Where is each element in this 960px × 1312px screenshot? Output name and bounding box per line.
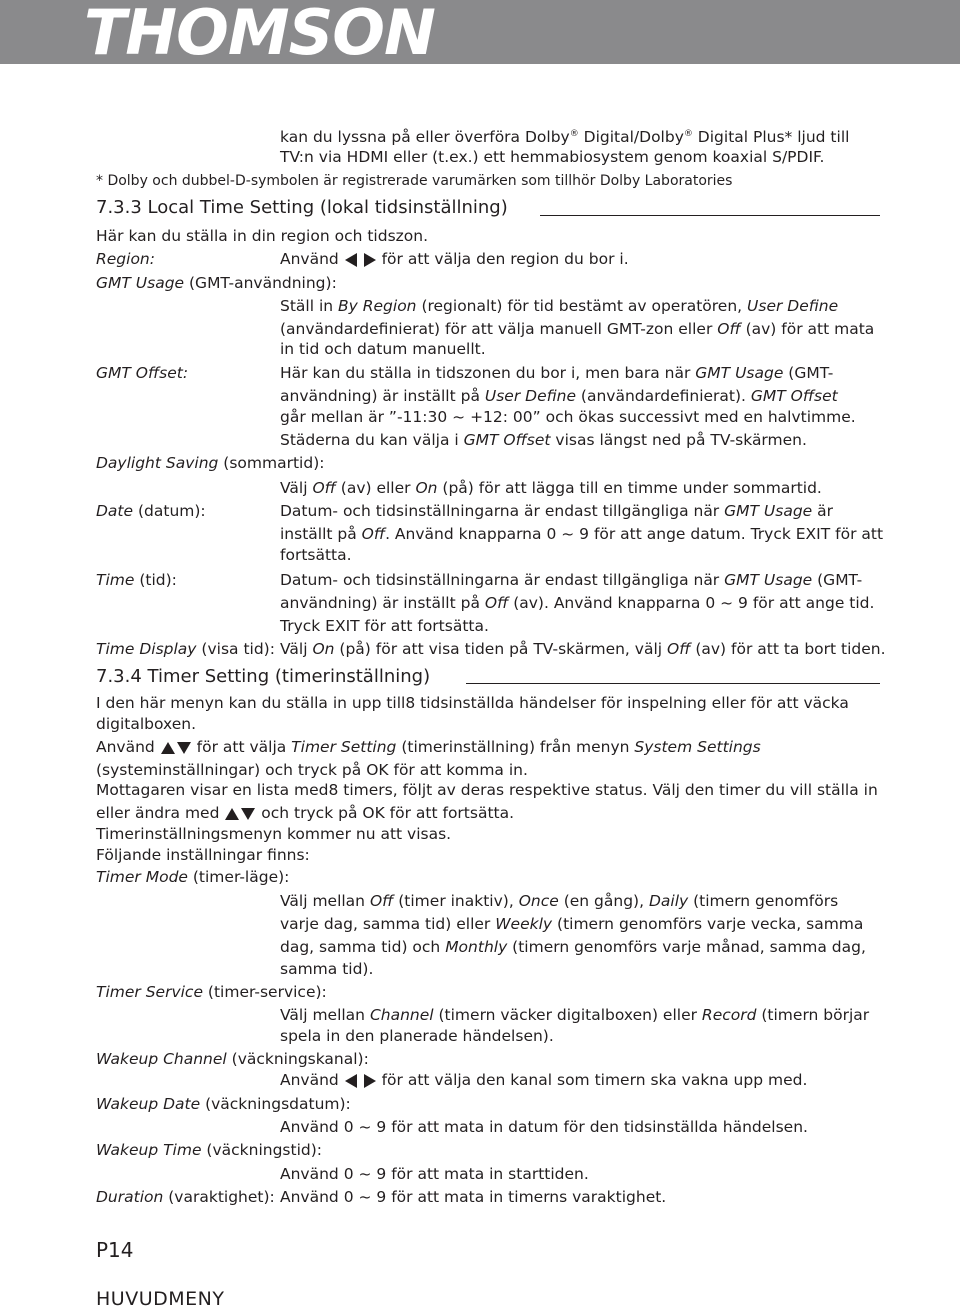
timer-service-label: Timer Service (timer-service): bbox=[96, 983, 327, 1001]
timer-para-line-2: digitalboxen. bbox=[96, 715, 197, 733]
up-arrow-icon bbox=[224, 807, 240, 821]
timer-para-line-3: Använd för att välja Timer Setting (timerinställning) från menyn System Settings bbox=[96, 738, 761, 756]
wakeup-date-label: Wakeup Date (väckningsdatum): bbox=[96, 1095, 351, 1113]
timer-para-line-5: Mottagaren visar en lista med8 timers, följt av deras respektive status. Välj den timer du vill ställa in bbox=[96, 781, 878, 799]
date-label: Date (datum): bbox=[96, 502, 206, 520]
gmt-usage-line-2: (användardefinierat) för att välja manuell GMT-zon eller Off (av) för att mata bbox=[280, 320, 875, 338]
date-line-2: inställt på Off. Använd knapparna 0 ~ 9 för att ange datum. Tryck EXIT för att bbox=[280, 525, 884, 543]
timer-service-line-1: Välj mellan Channel (timern väcker digitalboxen) eller Record (timern börjar bbox=[280, 1006, 870, 1024]
time-display-label: Time Display (visa tid): bbox=[96, 640, 275, 658]
intro-line-2: TV:n via HDMI eller (t.ex.) ett hemmabiosystem genom koaxial S/PDIF. bbox=[280, 148, 825, 166]
gmt-offset-label: GMT Offset: bbox=[96, 364, 189, 382]
date-line-1: Datum- och tidsinställningarna är endast tillgängliga när GMT Usage är bbox=[280, 502, 834, 520]
wakeup-channel-desc: Använd för att välja den kanal som timern ska vakna upp med. bbox=[280, 1071, 808, 1089]
time-label: Time (tid): bbox=[96, 571, 177, 589]
wakeup-time-label: Wakeup Time (väckningstid): bbox=[96, 1141, 323, 1159]
gmt-usage-line-3: in tid och datum manuellt. bbox=[280, 340, 486, 358]
heading-rule bbox=[466, 683, 880, 684]
timer-para-line-6: eller ändra med och tryck på OK för att fortsätta. bbox=[96, 804, 515, 822]
duration-label: Duration (varaktighet): bbox=[96, 1188, 275, 1206]
timer-para-line-7: Timerinställningsmenyn kommer nu att visas. bbox=[96, 825, 452, 843]
section-footer: HUVUDMENY bbox=[96, 1288, 225, 1310]
wakeup-channel-label: Wakeup Channel (väckningskanal): bbox=[96, 1050, 369, 1068]
date-line-3: fortsätta. bbox=[280, 546, 352, 564]
time-line-2: användning) är inställt på Off (av). Använd knapparna 0 ~ 9 för att ange tid. bbox=[280, 594, 875, 612]
gmt-offset-line-3: går mellan är ”-11:30 ~ +12: 00” och ökas successivt med en halvtimme. bbox=[280, 408, 856, 426]
left-arrow-icon bbox=[344, 1073, 358, 1089]
brand-logo: THOMSON bbox=[84, 0, 435, 69]
gmt-offset-line-2: användning) är inställt på User Define (användardefinierat). GMT Offset bbox=[280, 387, 838, 405]
gmt-offset-line-1: Här kan du ställa in tidszonen du bor i, men bara när GMT Usage (GMT- bbox=[280, 364, 834, 382]
page-number: P14 bbox=[96, 1238, 134, 1262]
region-desc: Använd för att välja den region du bor i. bbox=[280, 250, 629, 268]
section-heading-734: 7.3.4 Timer Setting (timerinställning) bbox=[96, 666, 431, 687]
gmt-offset-line-4: Städerna du kan välja i GMT Offset visas längst ned på TV-skärmen. bbox=[280, 431, 807, 449]
duration-desc: Använd 0 ~ 9 för att mata in timerns varaktighet. bbox=[280, 1188, 667, 1206]
gmt-usage-label: GMT Usage (GMT-användning): bbox=[96, 274, 337, 292]
timer-service-line-2: spela in den planerade händelsen). bbox=[280, 1027, 554, 1045]
timer-para-line-4: (systeminställningar) och tryck på OK för att komma in. bbox=[96, 761, 528, 779]
wakeup-time-desc: Använd 0 ~ 9 för att mata in starttiden. bbox=[280, 1165, 589, 1183]
down-arrow-icon bbox=[240, 807, 256, 821]
header-bar bbox=[0, 0, 960, 69]
daylight-saving-desc: Välj Off (av) eller On (på) för att lägga till en timme under sommartid. bbox=[280, 479, 822, 497]
timer-mode-line-2: varje dag, samma tid) eller Weekly (timern genomförs varje vecka, samma bbox=[280, 915, 864, 933]
section-heading-733: 7.3.3 Local Time Setting (lokal tidsinställning) bbox=[96, 197, 508, 218]
timer-mode-label: Timer Mode (timer-läge): bbox=[96, 868, 290, 886]
time-line-3: Tryck EXIT för att fortsätta. bbox=[280, 617, 489, 635]
gmt-usage-line-1: Ställ in By Region (regionalt) för tid bestämt av operatören, User Define bbox=[280, 297, 839, 315]
timer-mode-line-1: Välj mellan Off (timer inaktiv), Once (en gång), Daily (timern genomförs bbox=[280, 892, 839, 910]
time-line-1: Datum- och tidsinställningarna är endast tillgängliga när GMT Usage (GMT- bbox=[280, 571, 863, 589]
timer-para-line-1: I den här menyn kan du ställa in upp till8 tidsinställda händelser för inspelning eller för att väcka bbox=[96, 694, 849, 712]
dolby-note: * Dolby och dubbel-D-symbolen är registrerade varumärken som tillhör Dolby Laboratories bbox=[96, 173, 733, 189]
wakeup-date-desc: Använd 0 ~ 9 för att mata in datum för den tidsinställda händelsen. bbox=[280, 1118, 808, 1136]
right-arrow-icon bbox=[363, 1073, 377, 1089]
daylight-saving-label: Daylight Saving (sommartid): bbox=[96, 454, 325, 472]
time-display-desc: Välj On (på) för att visa tiden på TV-skärmen, välj Off (av) för att ta bort tiden. bbox=[280, 640, 886, 658]
right-arrow-icon bbox=[363, 252, 377, 268]
timer-para-line-8: Följande inställningar finns: bbox=[96, 846, 310, 864]
section-intro: Här kan du ställa in din region och tidszon. bbox=[96, 227, 429, 245]
left-arrow-icon bbox=[344, 252, 358, 268]
down-arrow-icon bbox=[176, 741, 192, 755]
timer-mode-line-4: samma tid). bbox=[280, 960, 374, 978]
timer-mode-line-3: dag, samma tid) och Monthly (timern genomförs varje månad, samma dag, bbox=[280, 938, 866, 956]
intro-line-1: kan du lyssna på eller överföra Dolby® Digital/Dolby® Digital Plus* ljud till bbox=[280, 128, 850, 146]
up-arrow-icon bbox=[160, 741, 176, 755]
region-label: Region: bbox=[96, 250, 155, 268]
heading-rule bbox=[540, 215, 880, 216]
